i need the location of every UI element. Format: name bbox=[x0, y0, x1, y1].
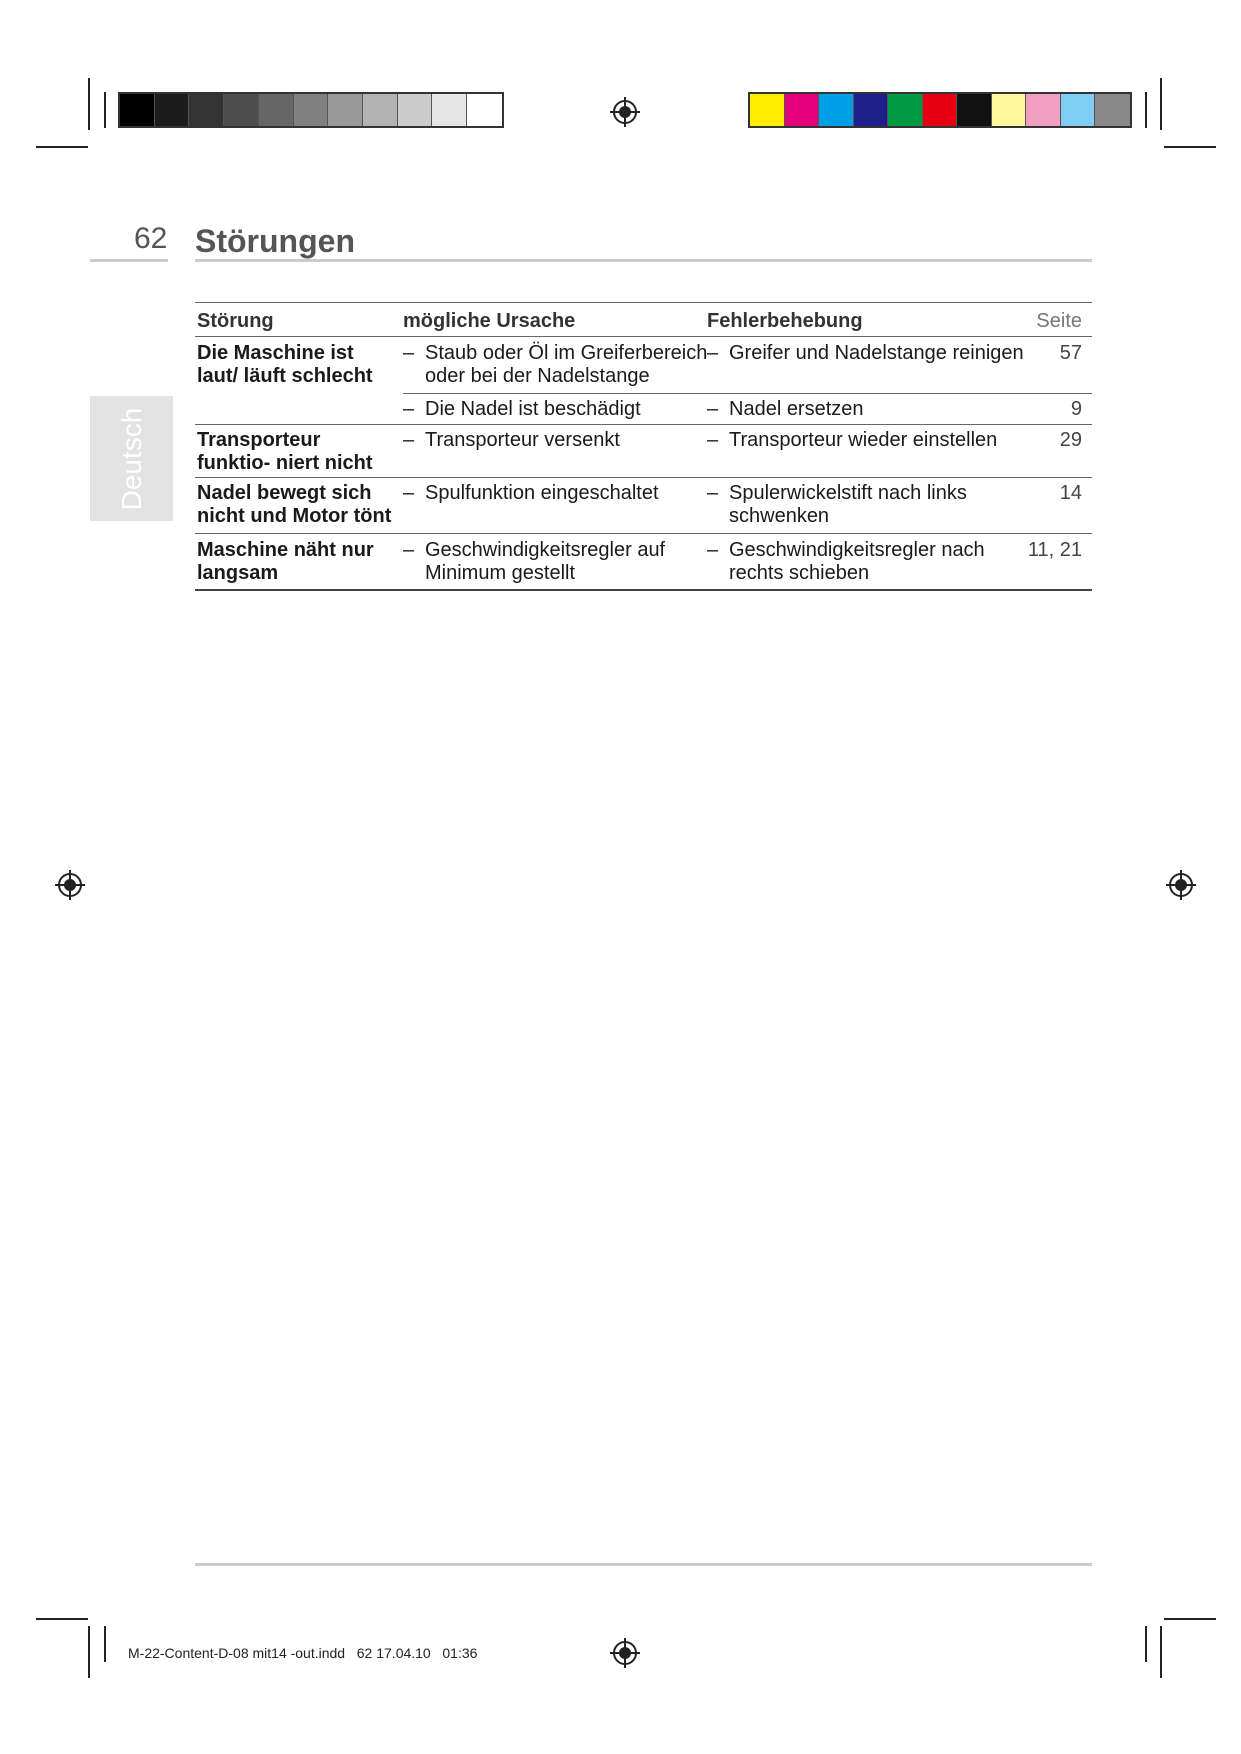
cause-text: – Die Nadel ist beschädigt bbox=[403, 398, 641, 420]
cause-value: Die Nadel ist beschädigt bbox=[425, 398, 641, 420]
crop-mark bbox=[36, 1618, 88, 1620]
color-swatch bbox=[189, 94, 224, 126]
page-ref: 11, 21 bbox=[1027, 539, 1082, 561]
color-swatch bbox=[854, 94, 889, 126]
fault-label: Transporteur funktio- niert nicht bbox=[197, 429, 373, 474]
remedy-value: Transporteur wieder einstellen bbox=[729, 429, 998, 451]
fault-label: Maschine näht nur langsam bbox=[197, 539, 374, 584]
color-swatch bbox=[888, 94, 923, 126]
cause-value: Staub oder Öl im Greiferbereich oder bei der Nadelstange bbox=[425, 342, 708, 387]
crop-mark bbox=[88, 78, 90, 130]
color-swatch bbox=[224, 94, 259, 126]
column-header: Seite bbox=[1036, 310, 1082, 332]
table-header-row bbox=[195, 302, 1092, 336]
cause-value: Geschwindigkeitsregler auf Minimum gestellt bbox=[425, 539, 666, 584]
registration-mark-icon bbox=[610, 1638, 640, 1668]
color-swatch bbox=[819, 94, 854, 126]
sub-row-divider bbox=[403, 393, 1092, 394]
fault-label: Nadel bewegt sich nicht und Motor tönt bbox=[197, 482, 392, 527]
crop-mark bbox=[1145, 92, 1147, 128]
color-swatch bbox=[1061, 94, 1096, 126]
page-ref: 29 bbox=[1059, 429, 1082, 451]
color-swatch bbox=[785, 94, 820, 126]
troubleshooting-table bbox=[195, 302, 1092, 591]
color-swatch bbox=[363, 94, 398, 126]
crop-mark bbox=[1160, 1626, 1162, 1678]
remedy-text: – Nadel ersetzen bbox=[707, 398, 864, 420]
remedy-text: – Transporteur wieder einstellen bbox=[707, 429, 998, 451]
crop-mark bbox=[104, 92, 106, 128]
color-swatch bbox=[467, 94, 502, 126]
color-swatch bbox=[259, 94, 294, 126]
page-number: 62 bbox=[134, 222, 168, 255]
crop-mark bbox=[104, 1626, 106, 1662]
cause-text: – Staub oder Öl im Greiferbereich oder bei der Nadelstange bbox=[403, 342, 708, 387]
remedy-text: – Greifer und Nadelstange reinigen bbox=[707, 342, 1024, 364]
remedy-value: Greifer und Nadelstange reinigen bbox=[729, 342, 1024, 364]
remedy-text: – Geschwindigkeitsregler nach rechts schieben bbox=[707, 539, 985, 584]
page-title: Störungen bbox=[195, 223, 355, 259]
table-row bbox=[195, 533, 1092, 591]
color-swatch bbox=[328, 94, 363, 126]
cause-text: – Spulfunktion eingeschaltet bbox=[403, 482, 659, 504]
color-swatch bbox=[432, 94, 467, 126]
color-swatch bbox=[957, 94, 992, 126]
color-swatch bbox=[1026, 94, 1061, 126]
registration-mark-icon bbox=[610, 97, 640, 127]
color-swatch bbox=[398, 94, 433, 126]
crop-mark bbox=[1164, 146, 1216, 148]
file-slug: M-22-Content-D-08 mit14 -out.indd 62 17.04.10 01:36 bbox=[128, 1645, 478, 1661]
header-rule bbox=[195, 259, 1092, 262]
table-row bbox=[195, 336, 1092, 424]
column-header: Fehlerbehebung bbox=[707, 310, 863, 332]
color-swatch bbox=[992, 94, 1027, 126]
remedy-value: Spulerwickelstift nach links schwenken bbox=[729, 482, 967, 527]
page-ref: 14 bbox=[1059, 482, 1082, 504]
color-swatch bbox=[923, 94, 958, 126]
cause-value: Spulfunktion eingeschaltet bbox=[425, 482, 659, 504]
color-swatch bbox=[120, 94, 155, 126]
color-swatch bbox=[155, 94, 190, 126]
grayscale-color-bar bbox=[118, 92, 504, 128]
cause-text: – Geschwindigkeitsregler auf Minimum gestellt bbox=[403, 539, 666, 584]
page-ref: 9 bbox=[1070, 398, 1082, 420]
registration-mark-icon bbox=[1166, 870, 1196, 900]
color-swatch bbox=[750, 94, 785, 126]
column-header: Störung bbox=[197, 310, 274, 332]
table-row bbox=[195, 424, 1092, 477]
footer-rule bbox=[195, 1563, 1092, 1566]
color-swatch bbox=[294, 94, 329, 126]
language-tab-label: Deutsch bbox=[115, 407, 147, 510]
crop-mark bbox=[1160, 78, 1162, 130]
crop-mark bbox=[1145, 1626, 1147, 1662]
cause-text: – Transporteur versenkt bbox=[403, 429, 620, 451]
language-tab bbox=[90, 396, 173, 521]
column-header: mögliche Ursache bbox=[403, 310, 576, 332]
table-row bbox=[195, 477, 1092, 533]
registration-mark-icon bbox=[55, 870, 85, 900]
remedy-value: Geschwindigkeitsregler nach rechts schieben bbox=[729, 539, 985, 584]
header-rule bbox=[90, 259, 168, 262]
crop-mark bbox=[88, 1626, 90, 1678]
cmyk-color-bar bbox=[748, 92, 1132, 128]
page-ref: 57 bbox=[1059, 342, 1082, 364]
crop-mark bbox=[36, 146, 88, 148]
fault-label: Die Maschine ist laut/ läuft schlecht bbox=[197, 342, 373, 387]
remedy-text: – Spulerwickelstift nach links schwenken bbox=[707, 482, 967, 527]
color-swatch bbox=[1095, 94, 1130, 126]
crop-mark bbox=[1164, 1618, 1216, 1620]
cause-value: Transporteur versenkt bbox=[425, 429, 620, 451]
remedy-value: Nadel ersetzen bbox=[729, 398, 864, 420]
